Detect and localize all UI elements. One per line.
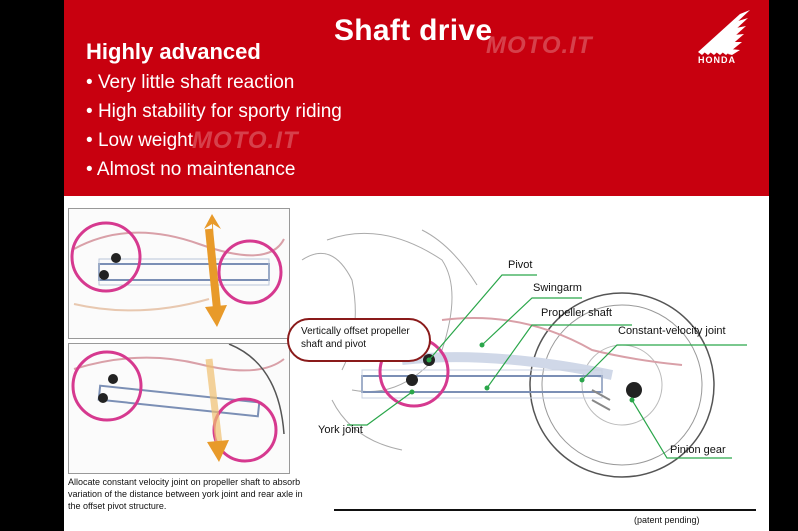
bullet-item: • Almost no maintenance (86, 159, 296, 180)
label-pinion-gear: Pinion gear (670, 444, 726, 456)
label-york-joint: York joint (318, 424, 363, 436)
label-pivot: Pivot (508, 259, 533, 271)
patent-note: (patent pending) (634, 515, 700, 525)
honda-logo-text: HONDA (698, 55, 736, 65)
watermark: MOTO.IT (486, 32, 593, 59)
slide-title: Shaft drive (334, 14, 493, 47)
slide-subtitle: Highly advanced (86, 39, 261, 64)
bullet-item: • High stability for sporty riding (86, 101, 342, 122)
upper-detail-illustration (69, 209, 289, 338)
upper-detail-panel (68, 208, 290, 339)
label-propeller-shaft: Propeller shaft (541, 307, 612, 319)
offset-callout (287, 318, 431, 362)
lower-detail-illustration (69, 344, 289, 473)
right-letterbox (769, 0, 798, 531)
watermark: MOTO.IT (192, 127, 299, 154)
bullet-item: • Low weight (86, 130, 193, 151)
left-panel-caption: Allocate constant velocity joint on propeller shaft to absorb variation of the distance between york joint and rear axle in the offset pivot structure. (68, 477, 303, 511)
label-swingarm: Swingarm (533, 282, 582, 294)
baseline-rule (334, 509, 756, 511)
left-letterbox (0, 0, 64, 531)
callout-line-2: shaft and pivot (301, 339, 367, 350)
label-cv-joint: Constant-velocity joint (618, 325, 726, 337)
callout-line-1: Vertically offset propeller (301, 326, 410, 337)
bullet-item: • Very little shaft reaction (86, 72, 295, 93)
lower-detail-panel (68, 343, 290, 474)
